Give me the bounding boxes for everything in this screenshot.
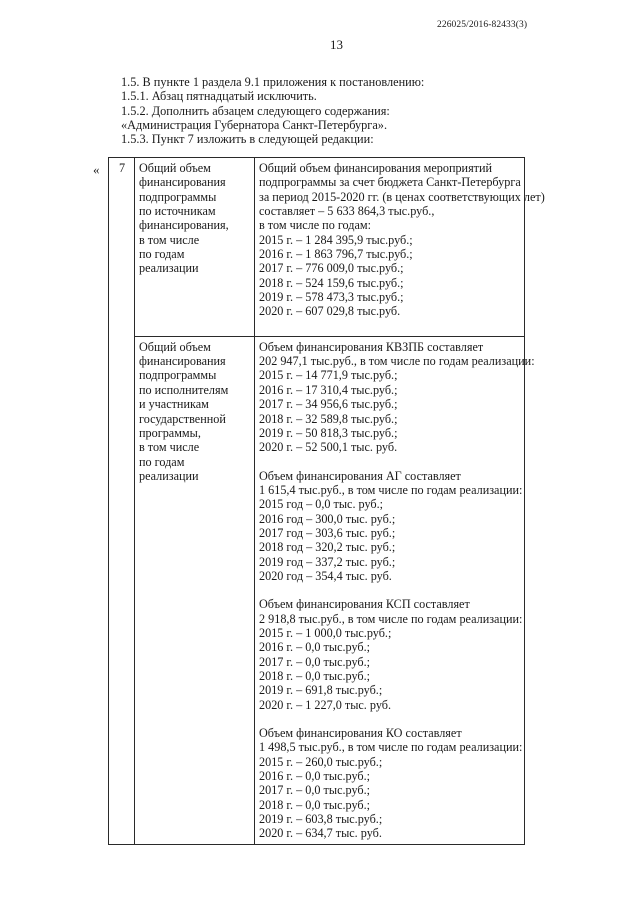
row1-name-line: по источникам	[139, 204, 216, 219]
row1-name-line: реализации	[139, 261, 199, 276]
document-id: 226025/2016-82433(3)	[437, 20, 528, 30]
row2-name-line: государственной	[139, 411, 226, 426]
row1-value-cell	[255, 158, 545, 337]
ksp-financing-group	[259, 597, 521, 712]
row2-name-line: и участникам	[139, 397, 209, 412]
group-line: 2016 г. – 17 310,4 тыс.руб.;	[259, 382, 398, 397]
row1-value-line: 2020 г. – 607 029,8 тыс.руб.	[259, 304, 401, 319]
row2-name-line: реализации	[139, 468, 199, 483]
group-line: Объем финансирования АГ составляет	[259, 468, 461, 483]
group-line: 2019 год – 337,2 тыс. руб.;	[259, 554, 396, 569]
row2-name-line: по исполнителям	[139, 382, 229, 397]
row-number: 7	[118, 161, 126, 175]
group-line: 2 918,8 тыс.руб., в том числе по годам реализации:	[259, 611, 523, 626]
page-number: 13	[330, 37, 343, 52]
intro-line: «Администрация Губернатора Санкт-Петербурга».	[121, 117, 388, 132]
group-line: Объем финансирования КО составляет	[259, 726, 462, 741]
intro-paragraphs	[121, 75, 541, 146]
intro-line: 1.5.3. Пункт 7 изложить в следующей редакции:	[121, 132, 374, 147]
table-row	[109, 336, 525, 844]
row1-value-line: 2019 г. – 578 473,3 тыс.руб.;	[259, 290, 404, 305]
group-line: 2015 год – 0,0 тыс. руб.;	[259, 497, 384, 512]
group-line: 2018 г. – 32 589,8 тыс.руб.;	[259, 411, 398, 426]
group-line: 1 498,5 тыс.руб., в том числе по годам реализации:	[259, 740, 523, 755]
group-line: 2017 г. – 34 956,6 тыс.руб.;	[259, 397, 398, 412]
row1-value-line: 2017 г. – 776 009,0 тыс.руб.;	[259, 261, 404, 276]
row1-value-line: составляет – 5 633 864,3 тыс.руб.,	[259, 204, 435, 219]
row2-name-line: в том числе	[139, 440, 200, 455]
group-line: Объем финансирования КСП составляет	[259, 597, 470, 612]
row2-name-line: финансирования	[139, 354, 226, 369]
row1-value-line: 2018 г. – 524 159,6 тыс.руб.;	[259, 275, 404, 290]
group-line: 2020 год – 354,4 тыс. руб.	[259, 568, 392, 583]
group-line: 2018 г. – 0,0 тыс.руб.;	[259, 797, 371, 812]
opening-quote-mark: «	[93, 162, 100, 177]
group-line: 2018 год – 320,2 тыс. руб.;	[259, 540, 396, 555]
row2-value-cell	[255, 336, 535, 844]
group-line: 2020 г. – 634,7 тыс. руб.	[259, 826, 382, 841]
row1-value-line: в том числе по годам:	[259, 218, 371, 233]
table-row	[109, 158, 525, 337]
intro-line: 1.5. В пункте 1 раздела 9.1 приложения к постановлению:	[121, 75, 425, 89]
group-line: 1 615,4 тыс.руб., в том числе по годам реализации:	[259, 482, 523, 497]
group-line: 202 947,1 тыс.руб., в том числе по годам реализации:	[259, 354, 535, 369]
row1-value-line: подпрограммы за счет бюджета Санкт-Петербурга	[259, 175, 521, 190]
row2-name-line: подпрограммы	[139, 368, 217, 383]
row1-value-line: 2016 г. – 1 863 796,7 тыс.руб.;	[259, 247, 413, 262]
row2-name-line: программы,	[139, 425, 201, 440]
row1-value-line: 2015 г. – 1 284 395,9 тыс.руб.;	[259, 232, 413, 247]
row1-name-line: в том числе	[139, 232, 200, 247]
group-line: 2016 г. – 0,0 тыс.руб.;	[259, 769, 371, 784]
group-line: 2015 г. – 260,0 тыс.руб.;	[259, 754, 383, 769]
group-line: 2020 г. – 52 500,1 тыс. руб.	[259, 440, 398, 455]
group-line: 2019 г. – 691,8 тыс.руб.;	[259, 683, 383, 698]
group-line: 2016 г. – 0,0 тыс.руб.;	[259, 640, 371, 655]
row2-name-line: Общий объем	[139, 339, 211, 354]
ag-financing-group	[259, 469, 521, 584]
financing-table	[108, 157, 545, 845]
row1-name-line: Общий объем	[139, 161, 211, 175]
group-line: 2015 г. – 14 771,9 тыс.руб.;	[259, 368, 398, 383]
row1-name-line: по годам	[139, 247, 185, 262]
row1-name-cell	[135, 158, 255, 337]
row1-name-line: финансирования	[139, 175, 226, 190]
row1-value-line: за период 2015-2020 гг. (в ценах соответствующих лет)	[259, 189, 545, 204]
row1-name-line: подпрограммы	[139, 189, 217, 204]
row1-name-line: финансирования,	[139, 218, 229, 233]
row2-name-line: по годам	[139, 454, 185, 469]
group-line: Объем финансирования КВЗПБ составляет	[259, 339, 484, 354]
row1-value-line: Общий объем финансирования мероприятий	[259, 161, 493, 175]
spacer	[259, 319, 521, 333]
group-line: 2016 год – 300,0 тыс. руб.;	[259, 511, 396, 526]
kvzpb-financing-group	[259, 339, 535, 455]
group-line: 2019 г. – 50 818,3 тыс.руб.;	[259, 425, 398, 440]
row2-name-cell	[135, 336, 255, 844]
group-line: 2015 г. – 1 000,0 тыс.руб.;	[259, 625, 392, 640]
group-line: 2020 г. – 1 227,0 тыс. руб.	[259, 697, 392, 712]
spacer	[259, 583, 521, 597]
spacer	[259, 455, 521, 469]
group-line: 2018 г. – 0,0 тыс.руб.;	[259, 669, 371, 683]
intro-line: 1.5.1. Абзац пятнадцатый исключить.	[121, 89, 317, 104]
row-number-cell	[109, 158, 135, 845]
group-line: 2017 год – 303,6 тыс. руб.;	[259, 525, 396, 540]
ko-financing-group	[259, 726, 521, 841]
group-line: 2019 г. – 603,8 тыс.руб.;	[259, 812, 383, 827]
spacer	[259, 712, 521, 726]
intro-line: 1.5.2. Дополнить абзацем следующего содержания:	[121, 103, 390, 118]
group-line: 2017 г. – 0,0 тыс.руб.;	[259, 783, 371, 798]
group-line: 2017 г. – 0,0 тыс.руб.;	[259, 654, 371, 669]
